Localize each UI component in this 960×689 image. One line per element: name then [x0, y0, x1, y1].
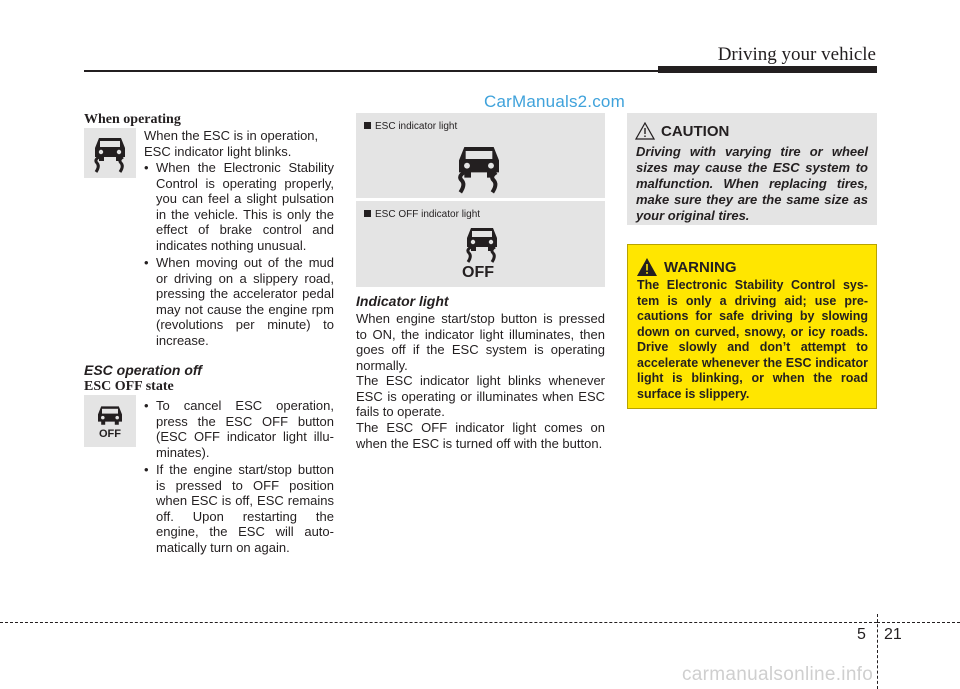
chapter-number: 5 [857, 626, 866, 643]
header-rule [84, 70, 660, 72]
site-watermark: carmanualsonline.info [682, 664, 874, 685]
esc-indicator-panel [356, 113, 605, 198]
esc-off-heading: ESC operation off [84, 362, 202, 378]
caution-triangle-icon [635, 122, 655, 140]
caution-box [627, 113, 877, 225]
off-indicator-text: OFF [462, 264, 494, 281]
list-item: • If the engine start/stop button is pressed to OFF position when ESC is off, ESC remains off. Upon restarting the engine, the ESC will automatically turn on again. [144, 462, 334, 555]
panel-label: ESC indicator light [375, 121, 458, 132]
esc-icon-small [84, 128, 136, 178]
header-rule-thick [658, 66, 877, 73]
car-skid-icon [90, 132, 130, 174]
warning-title: WARNING [664, 258, 737, 276]
operating-bullet-list [144, 160, 334, 350]
watermark-text: CarManuals2.com [484, 92, 625, 111]
warning-box [627, 244, 877, 409]
caution-text: Driving with varying tire or wheel sizes may cause the ESC system to malfunction. When replacing tires, make sure they are the same size as your original tires. [636, 144, 868, 223]
esc-off-state-heading: ESC OFF state [84, 379, 174, 394]
caution-title: CAUTION [661, 122, 730, 140]
indicator-light-heading: Indicator light [356, 293, 449, 309]
when-operating-heading: When operating [84, 112, 181, 127]
off-icon-label: OFF [99, 427, 121, 440]
list-item: • When moving out of the mud or driving on a slippery road, pressing the accelerator pedal may not cause the engine rpm (revolutions per minute) to increase. [144, 255, 334, 348]
warning-triangle-icon [636, 257, 658, 277]
panel-label: ESC OFF indicator light [375, 209, 481, 220]
footer-rule [877, 622, 960, 623]
car-skid-icon [462, 221, 502, 265]
when-operating-intro: When the ESC is in operation, ESC indicator light blinks. [144, 128, 319, 159]
list-item: • When the Electronic Stability Control is operating properly, you can feel a slight pulsation in the vehicle. This is only the effect of brake control and indicates nothing unusual. [144, 160, 334, 253]
indicator-para: When engine start/stop button is pressed to ON, the indicator light illuminates, then goes off if the ESC system is operating normally. [356, 311, 605, 373]
footer-rule [0, 622, 877, 623]
footer-divider [877, 614, 878, 689]
off-bullet-list [144, 398, 334, 557]
page-number: 21 [884, 626, 902, 643]
list-item: • To cancel ESC operation, press the ESC OFF button (ESC OFF indicator light illuminates). [144, 398, 334, 460]
indicator-para: The ESC indicator light blinks whenever ESC is operating or illuminates when ESC fails to operate. [356, 373, 605, 419]
car-skid-off-icon [94, 403, 126, 429]
esc-off-indicator-panel [356, 201, 605, 287]
esc-off-icon-small [84, 395, 136, 447]
header-title: Driving your vehicle [717, 44, 876, 65]
warning-text: The Electronic Stability Control system is only a driving aid; use precautions for safe driving by slowing down on curved, snowy, or icy roads. Drive slowly and don’t attempt to accelerate whenever the ESC indicator light is blinking, or when the road surface is slippery. [637, 278, 868, 401]
car-skid-icon [452, 139, 506, 195]
indicator-para: The ESC OFF indicator light comes on when the ESC is turned off with the button. [356, 420, 605, 451]
